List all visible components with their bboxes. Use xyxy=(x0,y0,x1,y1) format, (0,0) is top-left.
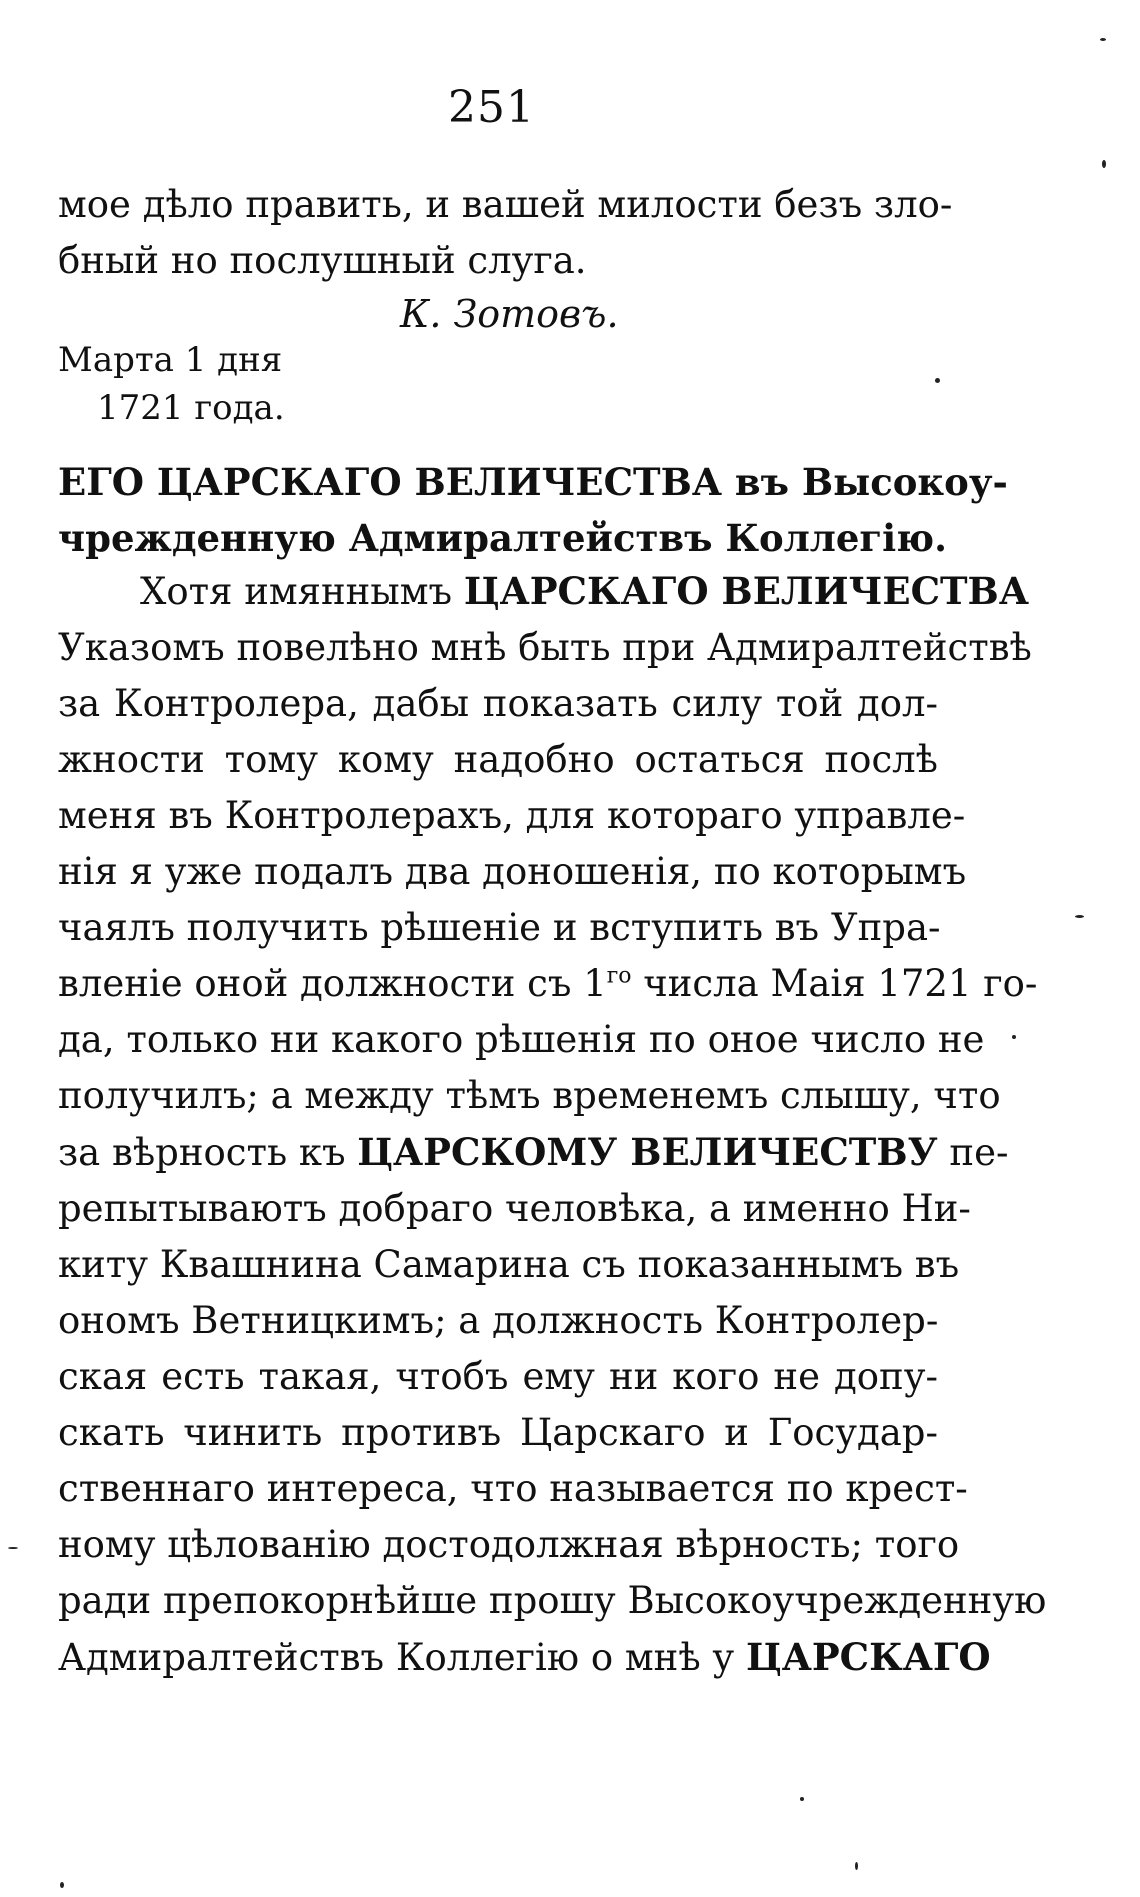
text-span: вленіе оной должности съ 1 xyxy=(58,962,607,1005)
text-span: Хотя имяннымъ xyxy=(140,570,464,613)
text-line: за Контролера, дабы показать силу той дол- xyxy=(58,682,938,725)
section-heading xyxy=(58,454,1008,566)
heading-line: ЕГО ЦАРСКАГО ВЕЛИЧЕСТВА въ Высокоу- xyxy=(58,460,1008,504)
scan-speck xyxy=(1012,1035,1016,1039)
text-line: мое дѣло править, и вашей милости безъ зло- xyxy=(58,183,953,226)
scan-speck xyxy=(60,1882,64,1888)
text-line: ономъ Ветницкимъ; а должность Контролер- xyxy=(58,1299,939,1342)
text-line xyxy=(58,1124,1009,1181)
text-line: бный но послушный слуга. xyxy=(58,239,587,282)
text-line: скать чинить противъ Царскаго и Государ- xyxy=(58,1411,938,1454)
text-line xyxy=(58,1629,991,1686)
text-span: пе- xyxy=(937,1131,1009,1174)
emphasis-text: ЦАРСКОМУ ВЕЛИЧЕСТВУ xyxy=(357,1130,938,1174)
scan-speck xyxy=(800,1797,804,1801)
emphasis-text: ЦАРСКАГО ВЕЛИЧЕСТВА xyxy=(463,569,1029,613)
scan-speck xyxy=(8,1547,18,1549)
heading-line: чрежденную Адмиралтействъ Коллегію. xyxy=(58,516,947,560)
date-line: Марта 1 дня xyxy=(58,340,283,380)
scan-speck xyxy=(1100,38,1106,41)
signature: К. Зотовъ. xyxy=(400,292,619,336)
text-line: ради препокорнѣйше прошу Высокоучрежденную xyxy=(58,1579,1047,1622)
scan-speck xyxy=(1075,915,1084,918)
intro-paragraph xyxy=(58,177,953,289)
text-line: получилъ; а между тѣмъ временемъ слышу, что xyxy=(58,1074,1001,1117)
text-line: жности тому кому надобно остаться послѣ xyxy=(58,738,938,781)
scan-speck xyxy=(855,1862,858,1870)
text-line: репытываютъ добраго человѣка, а именно Ни- xyxy=(58,1187,971,1230)
scan-speck xyxy=(935,378,940,383)
page-number: 251 xyxy=(448,82,535,133)
scan-speck xyxy=(1102,160,1106,168)
text-line xyxy=(58,956,1038,1012)
text-line: чаялъ получить рѣшеніе и вступить въ Упра- xyxy=(58,906,941,949)
body-paragraph xyxy=(58,563,1047,1686)
text-line: нія я уже подалъ два доношенія, по которымъ xyxy=(58,850,967,893)
text-line xyxy=(58,563,1029,620)
text-span: Адмиралтействъ Коллегію о мнѣ у xyxy=(58,1636,746,1679)
text-span: за вѣрность къ xyxy=(58,1131,358,1174)
emphasis-text: ЦАРСКАГО xyxy=(745,1635,991,1679)
date-line: 1721 года. xyxy=(97,388,285,428)
superscript: го xyxy=(606,963,632,989)
text-span: числа Маія 1721 го- xyxy=(631,962,1038,1005)
text-line: ская есть такая, чтобъ ему ни кого не допу- xyxy=(58,1355,938,1398)
text-line: да, только ни какого рѣшенія по оное число не xyxy=(58,1018,985,1061)
text-line: ному цѣлованію достодолжная вѣрность; того xyxy=(58,1523,960,1566)
text-line: Указомъ повелѣно мнѣ быть при Адмиралтействѣ xyxy=(58,626,1032,669)
text-line: киту Квашнина Самарина съ показаннымъ въ xyxy=(58,1243,960,1286)
text-line: меня въ Контролерахъ, для котораго управле- xyxy=(58,794,966,837)
text-line: ственнаго интереса, что называется по крест- xyxy=(58,1467,968,1510)
